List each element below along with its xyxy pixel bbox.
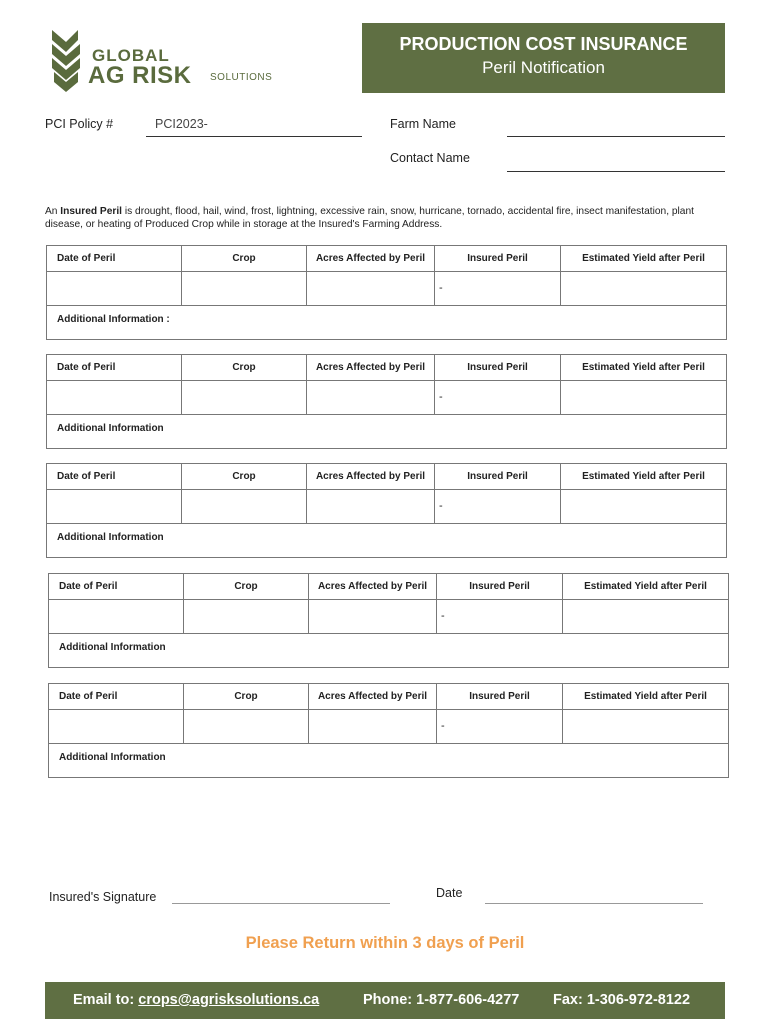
insured-peril-value: - (441, 610, 445, 622)
column-header-date: Date of Peril (47, 464, 182, 489)
input-cell-peril[interactable] (437, 599, 563, 633)
input-cell-yield[interactable] (561, 271, 726, 305)
insured-peril-value: - (439, 282, 443, 294)
input-cell-acres[interactable] (309, 599, 437, 633)
peril-input-row (47, 489, 726, 524)
input-cell-yield[interactable] (561, 380, 726, 414)
additional-information-field[interactable] (49, 743, 728, 777)
peril-header-row (47, 355, 726, 381)
column-header-yield: Estimated Yield after Peril (582, 471, 705, 482)
policy-underline (146, 136, 362, 137)
additional-information-field[interactable] (47, 305, 726, 339)
peril-header-row (47, 464, 726, 490)
column-header-acres: Acres Affected by Peril (309, 684, 437, 709)
input-cell-yield[interactable] (563, 709, 728, 743)
column-header-date: Date of Peril (49, 574, 184, 599)
peril-input-row (49, 709, 728, 744)
peril-header-row (47, 246, 726, 272)
input-cell-date[interactable] (47, 271, 182, 305)
contact-name-label: Contact Name (390, 151, 470, 165)
additional-information-label: Additional Information (59, 642, 166, 653)
column-header-crop: Crop (184, 574, 309, 599)
header-banner (362, 23, 725, 93)
logo-text-solutions: SOLUTIONS (210, 72, 273, 83)
insured-peril-value: - (441, 720, 445, 732)
footer-fax: Fax: 1-306-972-8122 (553, 992, 691, 1008)
column-header-peril: Insured Peril (435, 464, 561, 489)
peril-entry-table (48, 683, 729, 778)
column-header-acres: Acres Affected by Peril (307, 355, 435, 380)
input-cell-crop[interactable] (184, 709, 309, 743)
column-header-yield: Estimated Yield after Peril (582, 362, 705, 373)
form-subtitle: Peril Notification (482, 58, 605, 77)
peril-entry-table (46, 245, 727, 340)
additional-information-label: Additional Information : (57, 314, 170, 325)
peril-input-row (47, 271, 726, 306)
footer-email (73, 992, 319, 1008)
input-cell-acres[interactable] (307, 489, 435, 523)
additional-information-field[interactable] (47, 414, 726, 448)
input-cell-yield[interactable] (563, 599, 728, 633)
input-cell-date[interactable] (47, 489, 182, 523)
column-header-yield: Estimated Yield after Peril (584, 691, 707, 702)
description-bold: Insured Peril (60, 206, 123, 217)
peril-entry-table (46, 354, 727, 449)
email-link[interactable]: crops@agrisksolutions.ca (138, 992, 320, 1008)
logo-text-agrisk: AG RISK (88, 62, 192, 89)
column-header-date: Date of Peril (47, 246, 182, 271)
input-cell-acres[interactable] (309, 709, 437, 743)
policy-label: PCI Policy # (45, 117, 114, 131)
signature-label: Insured's Signature (49, 890, 157, 904)
input-cell-peril[interactable] (435, 271, 561, 305)
peril-entry-table (46, 463, 727, 558)
date-label: Date (436, 886, 463, 900)
additional-information-label: Additional Information (59, 752, 166, 763)
input-cell-date[interactable] (49, 709, 184, 743)
column-header-crop: Crop (184, 684, 309, 709)
column-header-peril: Insured Peril (437, 574, 563, 599)
column-header-date: Date of Peril (47, 355, 182, 380)
additional-information-label: Additional Information (57, 423, 164, 434)
additional-information-label: Additional Information (57, 532, 164, 543)
additional-information-field[interactable] (47, 523, 726, 557)
contact-name-underline (507, 171, 725, 172)
peril-header-row (49, 684, 728, 710)
description-prefix: An (45, 206, 61, 217)
input-cell-peril[interactable] (437, 709, 563, 743)
input-cell-acres[interactable] (307, 271, 435, 305)
peril-input-row (49, 599, 728, 634)
input-cell-crop[interactable] (182, 489, 307, 523)
date-line[interactable] (485, 903, 703, 904)
contact-footer (45, 982, 725, 1019)
peril-entry-table (48, 573, 729, 668)
column-header-peril: Insured Peril (435, 355, 561, 380)
description-rest: is drought, flood, hail, wind, frost, lightning, excessive rain, snow, hurricane, tornado, accidental fire, insect manifestation, plant disease, or heating of Produced Crop while in storage at the Insured's Farming Address. (45, 206, 694, 230)
logo-text-global: GLOBAL (92, 46, 170, 65)
footer-phone: Phone: 1-877-606-4277 (363, 992, 520, 1008)
column-header-acres: Acres Affected by Peril (307, 464, 435, 489)
column-header-date: Date of Peril (49, 684, 184, 709)
column-header-crop: Crop (182, 464, 307, 489)
insured-peril-description (45, 205, 725, 231)
additional-information-field[interactable] (49, 633, 728, 667)
farm-name-label: Farm Name (390, 117, 456, 131)
input-cell-crop[interactable] (182, 271, 307, 305)
insured-peril-value: - (439, 500, 443, 512)
input-cell-date[interactable] (47, 380, 182, 414)
input-cell-yield[interactable] (561, 489, 726, 523)
column-header-crop: Crop (182, 355, 307, 380)
input-cell-acres[interactable] (307, 380, 435, 414)
column-header-yield: Estimated Yield after Peril (582, 253, 705, 264)
input-cell-peril[interactable] (435, 489, 561, 523)
input-cell-peril[interactable] (435, 380, 561, 414)
column-header-acres: Acres Affected by Peril (309, 574, 437, 599)
column-header-peril: Insured Peril (435, 246, 561, 271)
input-cell-date[interactable] (49, 599, 184, 633)
policy-input[interactable]: PCI2023- (155, 117, 208, 131)
column-header-crop: Crop (182, 246, 307, 271)
column-header-acres: Acres Affected by Peril (307, 246, 435, 271)
form-title: PRODUCTION COST INSURANCE (399, 34, 688, 54)
farm-name-underline (507, 136, 725, 137)
input-cell-crop[interactable] (184, 599, 309, 633)
return-notice: Please Return within 3 days of Peril (245, 934, 525, 952)
peril-input-row (47, 380, 726, 415)
signature-line[interactable] (172, 903, 390, 904)
column-header-peril: Insured Peril (437, 684, 563, 709)
column-header-yield: Estimated Yield after Peril (584, 581, 707, 592)
insured-peril-value: - (439, 391, 443, 403)
footer-email-prefix: Email to: (73, 992, 139, 1008)
peril-header-row (49, 574, 728, 600)
input-cell-crop[interactable] (182, 380, 307, 414)
